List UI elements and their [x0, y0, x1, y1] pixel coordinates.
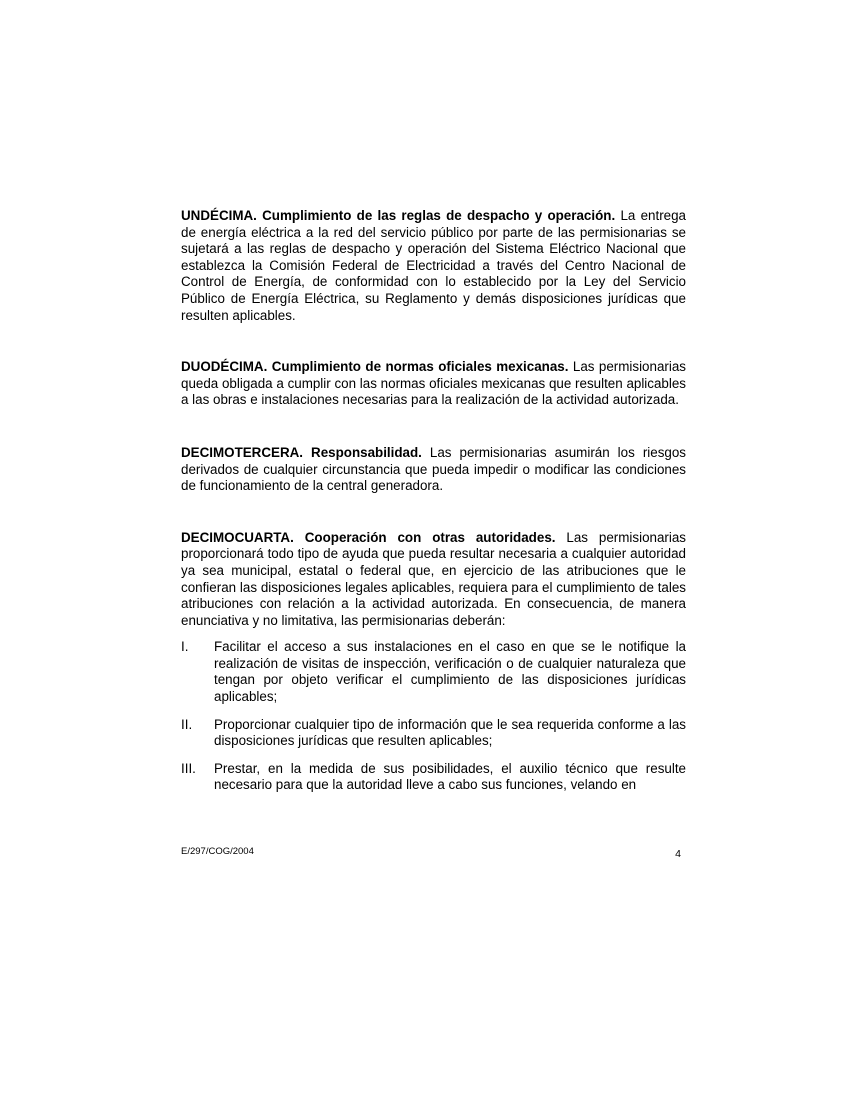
- clause-heading: DECIMOTERCERA. Responsabilidad.: [181, 444, 422, 460]
- clause-undecima: [181, 208, 686, 324]
- clause-body: Las permisionarias proporcionará todo tipo de ayuda que pueda resultar necesaria a cualquier autoridad ya sea municipal, estatal o federal que, en ejercicio de las atribuciones que le confieran las disposiciones legales aplicables, requiera para el cumplimiento de tales atribuciones con relación a la actividad autorizada. En consecuencia, de manera enunciativa y no limitativa, las permisionarias deberán:: [181, 529, 686, 628]
- clause-heading: UNDÉCIMA. Cumplimiento de las reglas de despacho y operación.: [181, 208, 616, 223]
- obligations-list: [181, 639, 686, 794]
- list-item: [181, 717, 686, 750]
- list-item-number: III.: [181, 760, 196, 776]
- clause-decimotercera: [181, 445, 686, 495]
- clause-body: Las permisionarias asumirán los riesgos derivados de cualquier circunstancia que pueda impedir o modificar las condiciones de funcionamiento de la central generadora.: [181, 444, 686, 494]
- list-item-text: Prestar, en la medida de sus posibilidades, el auxilio técnico que resulte necesario para que la autoridad lleve a cabo sus funciones, velando en: [214, 760, 686, 793]
- clause-heading: DECIMOCUARTA. Cooperación con otras autoridades.: [181, 529, 556, 545]
- document-page: [181, 208, 686, 805]
- clause-heading: DUODÉCIMA. Cumplimiento de normas oficiales mexicanas.: [181, 359, 569, 375]
- page-number: 4: [675, 848, 681, 860]
- list-item-number: I.: [181, 639, 189, 655]
- list-item-text: Proporcionar cualquier tipo de información que le sea requerida conforme a las disposiciones jurídicas que resulten aplicables;: [214, 716, 686, 749]
- clause-body: Las permisionarias queda obligada a cumplir con las normas oficiales mexicanas que resulten aplicables a las obras e instalaciones necesarias para la realización de la actividad autorizada.: [181, 359, 686, 408]
- document-code: E/297/COG/2004: [181, 846, 254, 857]
- list-item: [181, 761, 686, 794]
- clause-decimocuarta: [181, 530, 686, 630]
- list-item: [181, 639, 686, 705]
- clause-body: La entrega de energía eléctrica a la red del servicio público por parte de las permisionarias se sujetará a las reglas de despacho y operación del Sistema Eléctrico Nacional que establezca la Comisión Federal de Electricidad a través del Centro Nacional de Control de Energía, de conformidad con lo establecido por la Ley del Servicio Público de Energía Eléctrica, su Reglamento y demás disposiciones jurídicas que resulten aplicables.: [181, 208, 687, 323]
- list-item-number: II.: [181, 716, 193, 732]
- clause-duodecima: [181, 359, 686, 409]
- list-item-text: Facilitar el acceso a sus instalaciones en el caso en que se le notifique la realización de visitas de inspección, verificación o de cualquier naturaleza que tengan por objeto verificar el cumplimiento de las disposiciones jurídicas aplicables;: [214, 639, 686, 705]
